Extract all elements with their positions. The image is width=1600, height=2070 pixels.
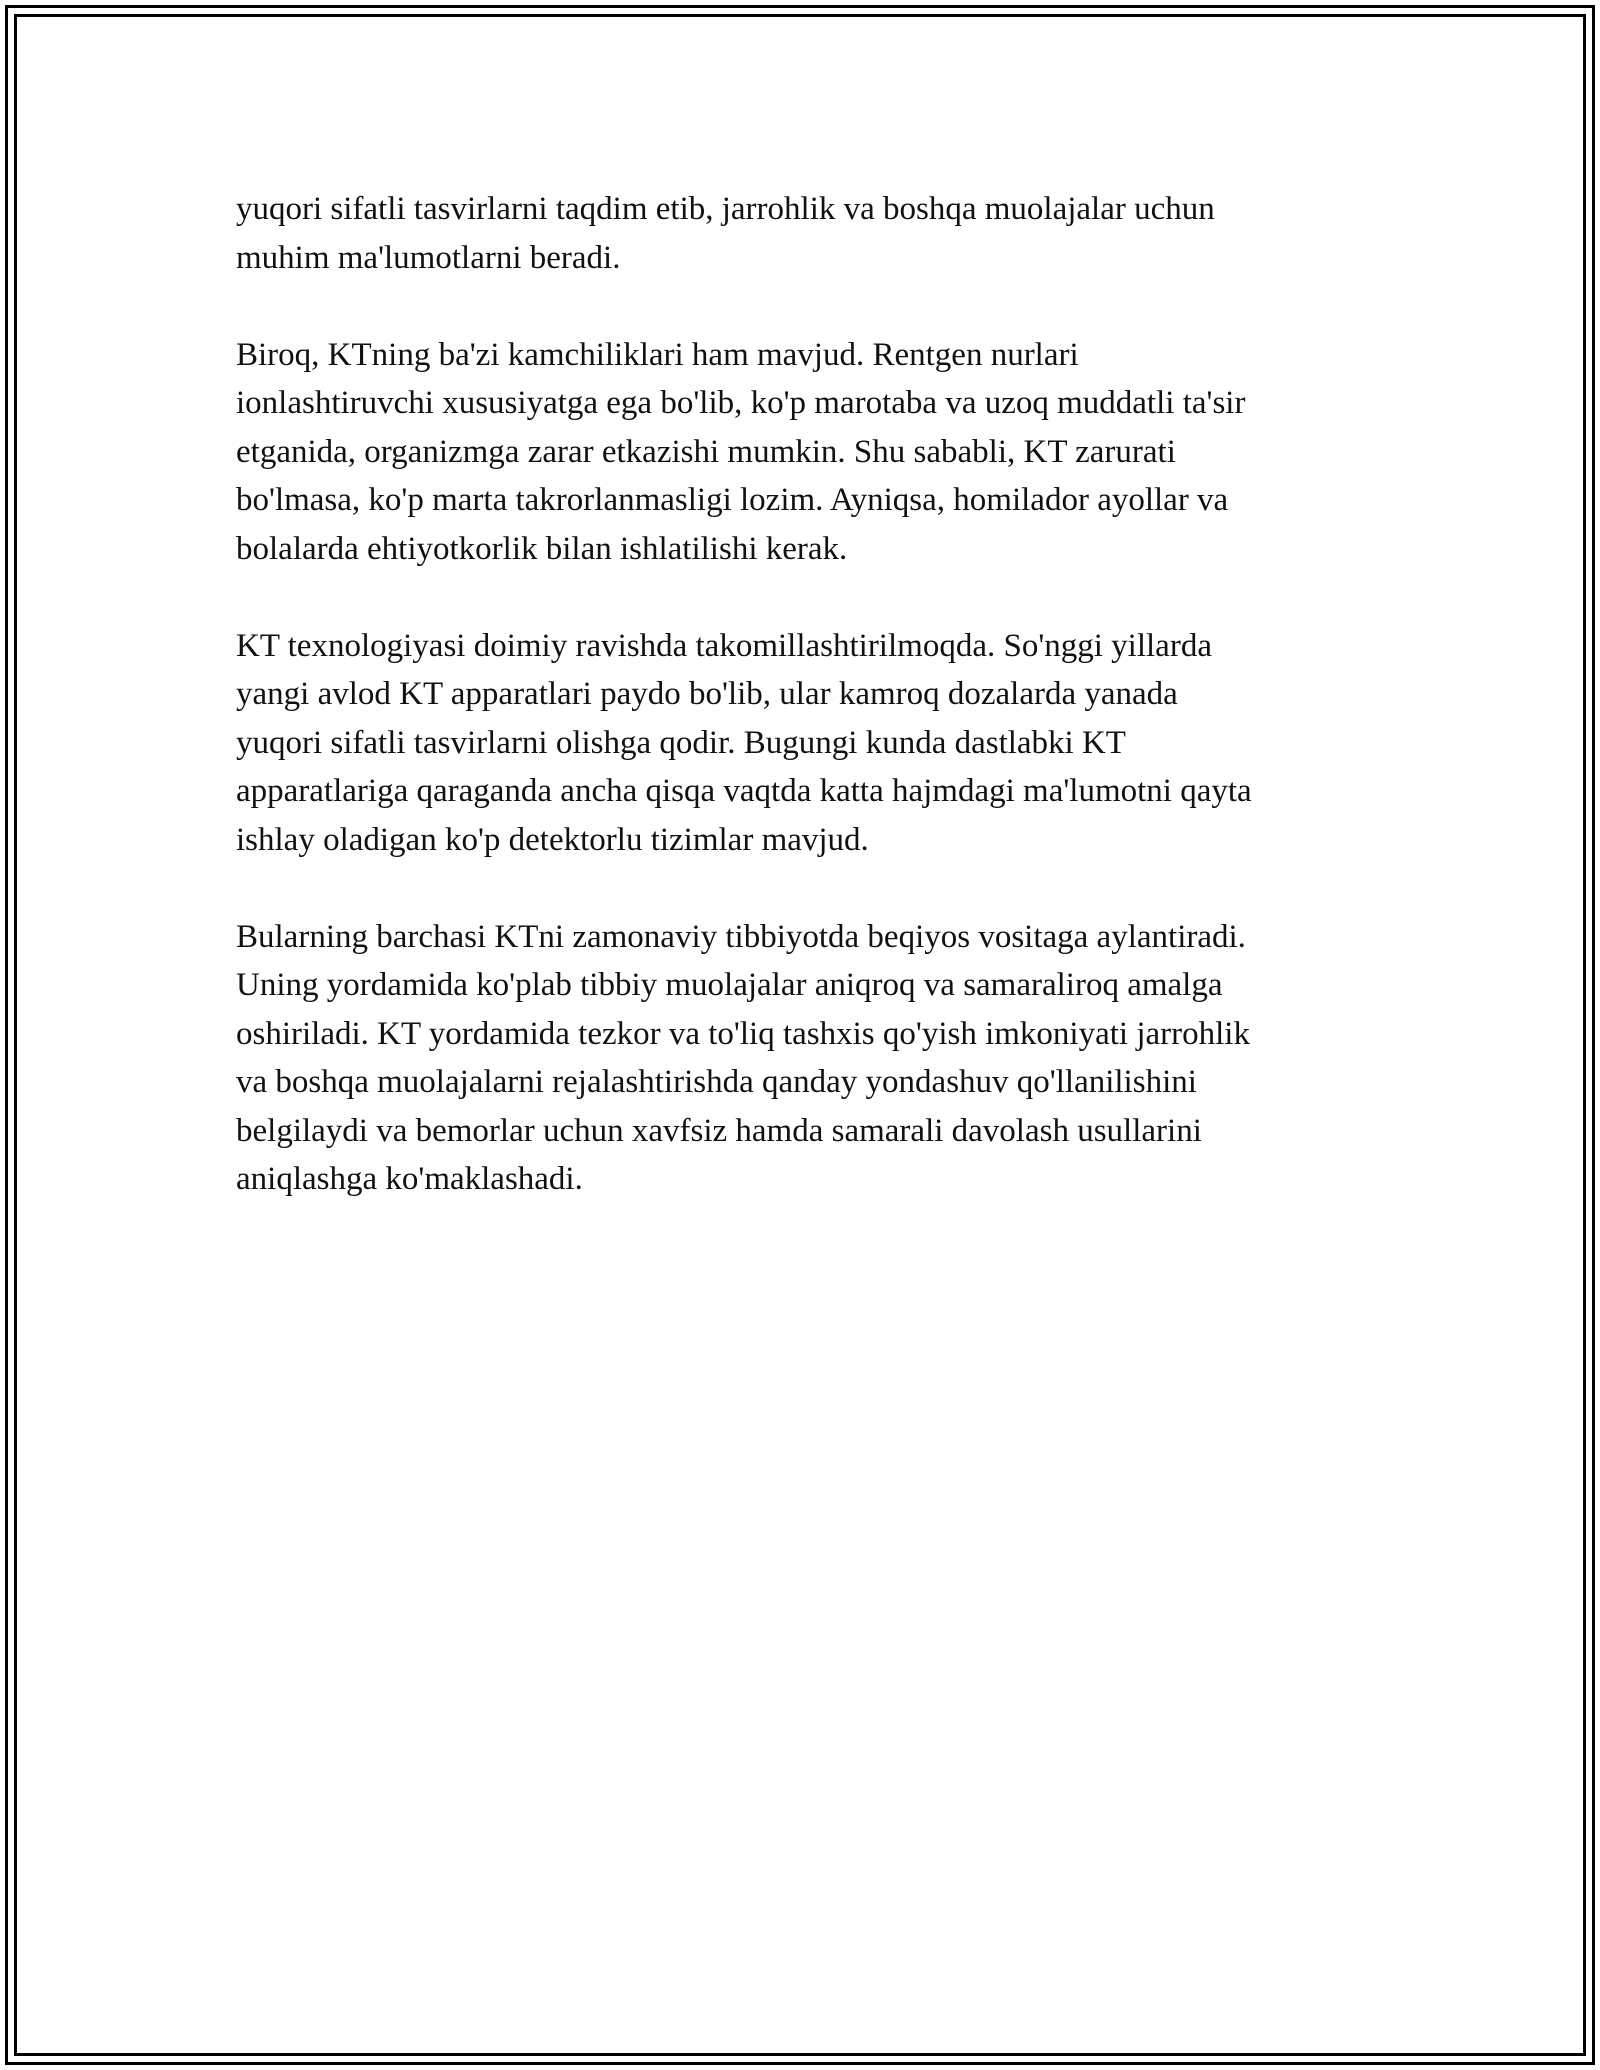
text-line: KT texnologiyasi doimiy ravishda takomillashtirilmoqda. So'nggi yillarda xyxy=(236,627,1212,664)
text-line: ionlashtiruvchi xususiyatga ega bo'lib, ko'p marotaba va uzoq muddatli ta'sir xyxy=(236,385,1246,421)
text-line: Bularning barchasi KTni zamonaviy tibbiyotda beqiyos vositaga aylantiradi. xyxy=(236,918,1246,955)
text-line: belgilaydi va bemorlar uchun xavfsiz hamda samarali davolash usullarini xyxy=(236,1112,1202,1149)
document-body xyxy=(236,185,1416,1252)
text-line: muhim ma'lumotlarni beradi. xyxy=(236,239,621,276)
paragraph-4 xyxy=(236,913,1416,1204)
text-line: yangi avlod KT apparatlari paydo bo'lib, ular kamroq dozalarda yanada xyxy=(236,676,1178,712)
text-line: oshiriladi. KT yordamida tezkor va to'liq tashxis qo'yish imkoniyati jarrohlik xyxy=(236,1015,1250,1052)
text-line: etganida, organizmga zarar etkazishi mumkin. Shu sababli, KT zarurati xyxy=(236,433,1176,470)
text-line: bo'lmasa, ko'p marta takrorlanmasligi lozim. Ayniqsa, homilador ayollar va xyxy=(236,482,1229,518)
text-line: va boshqa muolajalarni rejalashtirishda qanday yondashuv qo'llanilishini xyxy=(236,1064,1197,1100)
text-line: ishlay oladigan ko'p detektorlu tizimlar mavjud. xyxy=(236,821,869,858)
text-line: apparatlariga qaraganda ancha qisqa vaqtda katta hajmdagi ma'lumotni qayta xyxy=(236,773,1252,809)
text-line: Uning yordamida ko'plab tibbiy muolajalar aniqroq va samaraliroq amalga xyxy=(236,967,1223,1003)
paragraph-3 xyxy=(236,622,1416,865)
text-line: Biroq, KTning ba'zi kamchiliklari ham mavjud. Rentgen nurlari xyxy=(236,336,1079,373)
text-line: yuqori sifatli tasvirlarni taqdim etib, jarrohlik va boshqa muolajalar uchun xyxy=(236,191,1215,227)
text-line: bolalarda ehtiyotkorlik bilan ishlatilishi kerak. xyxy=(236,530,848,567)
paragraph-2 xyxy=(236,331,1416,574)
text-line: yuqori sifatli tasvirlarni olishga qodir. Bugungi kunda dastlabki KT xyxy=(236,724,1126,761)
paragraph-1 xyxy=(236,185,1416,282)
text-line: aniqlashga ko'maklashadi. xyxy=(236,1161,583,1197)
